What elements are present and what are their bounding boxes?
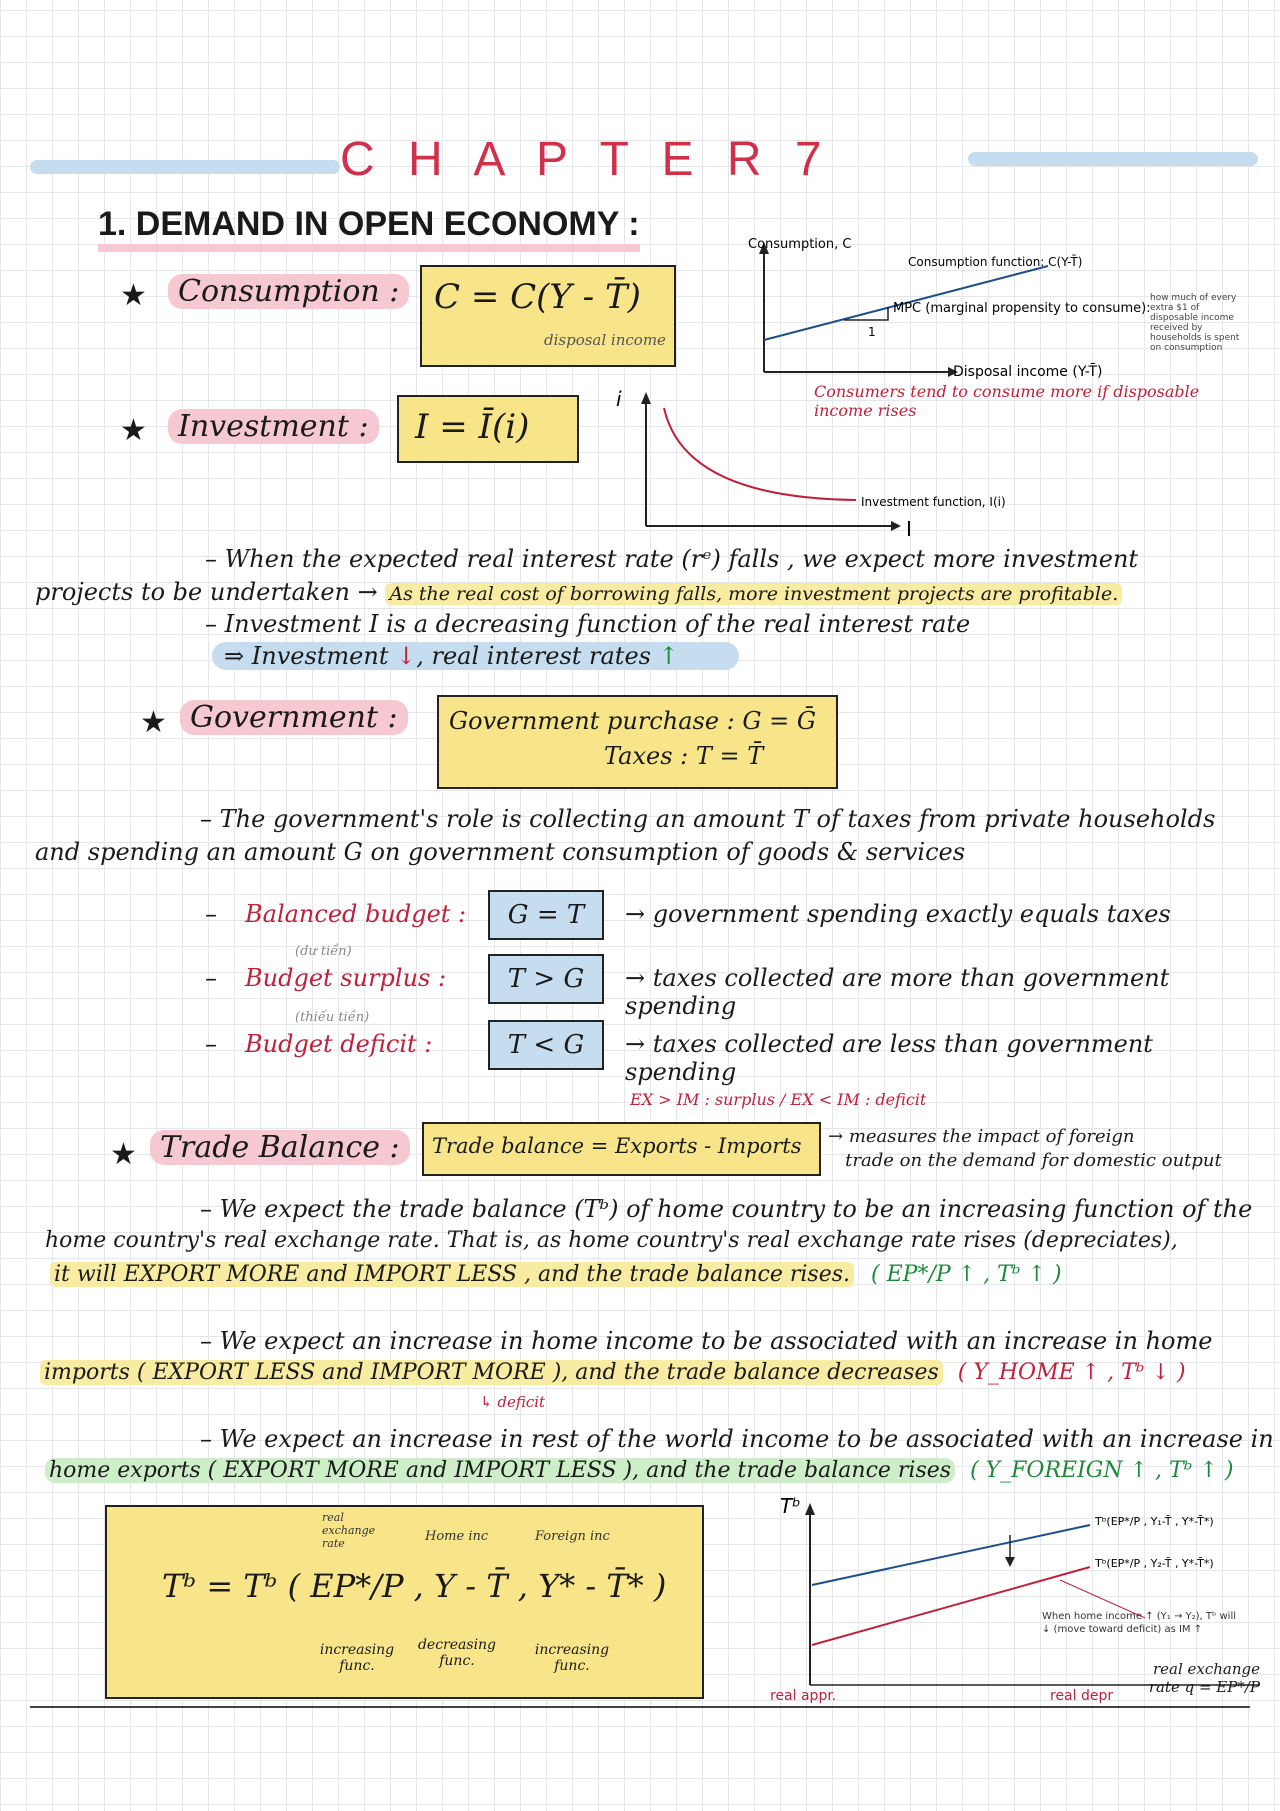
investment-note-2: – Investment I is a decreasing function of the real interest rate [205,610,971,638]
investment-conclusion: ⇒ Investment ↓, real interest rates ↑ [212,642,739,670]
trade-p2-b: imports ( EXPORT LESS and IMPORT MORE ), and the trade balance decreases ( Y_HOME ↑ , Tᵇ ↓ ) [40,1360,1186,1385]
investment-function-label: Investment function, I(i) [861,495,1006,509]
trade-p2-note: ↳ deficit [480,1393,546,1411]
trade-y-label: Tᵇ [780,1495,801,1518]
trade-p1-a: – We expect the trade balance (Tᵇ) of home country to be an increasing function of the [200,1195,1253,1223]
government-formula-line2: Taxes : T = T̄ [604,742,764,770]
trade-label-home: Home inc [425,1529,489,1544]
investment-note-1c: As the real cost of borrowing falls, more investment projects are profitable. [385,583,1122,605]
consumption-label: Consumption : [168,274,409,309]
trade-desc: → measures the impact of foreign trade on the demand for domestic output [828,1126,1222,1171]
investment-graph [606,388,1066,543]
trade-p1-c: it will EXPORT MORE and IMPORT LESS , and the trade balance rises. ( EP*/P ↑ , Tᵇ ↑ ) [50,1262,1062,1287]
trade-line-top [812,1525,1090,1585]
chapter-title: C H A P T E R 7 [340,133,832,186]
trade-p2-a: – We expect an increase in home income to be associated with an increase in home [200,1327,1213,1355]
budget-formula: T > G [488,954,604,1004]
budget-label: Budget deficit : [245,1030,433,1058]
investment-note-1b: projects to be undertaken → As the real cost of borrowing falls, more investment projects are profitable. [35,578,1122,606]
budget-row: (thiếu tiền) – Budget deficit : T < G → taxes collected are less than government spending [205,1018,1265,1078]
consumption-caption: Consumers tend to consume more if disposable income rises [814,382,1200,420]
trade-line-bottom-label: Tᵇ(EP*/P , Y₂-T̄ , Y*-T̄*) [1095,1557,1214,1570]
budget-desc: → taxes collected are less than government spending [625,1030,1153,1086]
real-depreciation-label: real depr [1050,1688,1114,1704]
investment-label: Investment : [168,409,379,444]
trade-formula-box [422,1122,821,1176]
budget-label: Balanced budget : [245,900,467,928]
trade-label: Trade Balance : [150,1130,410,1165]
star-icon: ★ [140,705,167,740]
budget-row: – Balanced budget : G = T → government spending exactly equals taxes [205,890,1265,945]
trade-p2-sym: ( Y_HOME ↑ , Tᵇ ↓ ) [957,1360,1186,1385]
government-label: Government : [180,700,408,735]
budget-sub: (thiếu tiền) [295,1010,370,1025]
investment-curve [664,408,856,500]
section-title: 1. DEMAND IN OPEN ECONOMY : [98,205,640,252]
investment-formula-box [397,395,579,463]
star-icon: ★ [110,1137,137,1172]
budget-desc: → taxes collected are more than government spending [625,964,1170,1020]
star-icon: ★ [120,413,147,448]
mpc-label: MPC (marginal propensity to consume): [893,301,1151,316]
trade-p1-b: home country's real exchange rate. That is, as home country's real exchange rate rises (depreciates), [45,1228,1178,1253]
star-icon: ★ [120,278,147,313]
investment-x-label: I [906,517,912,541]
consumption-formula-note: disposal income [544,331,666,349]
trade-label-rer: real exchange rate [322,1511,376,1550]
trade-label-increasing-1: increasing func. [319,1642,395,1674]
government-formula-line1: Government purchase : G = Ḡ [449,707,817,735]
trade-balance-formula-box [105,1505,704,1699]
budget-list [205,890,1265,1086]
trade-x-label: real exchange rate q = EP*/P [1148,1660,1260,1696]
budget-desc: → government spending exactly equals taxes [625,900,1171,928]
trade-p3-sym: ( Y_FOREIGN ↑ , Tᵇ ↑ ) [970,1458,1234,1483]
header-bar-right [968,152,1258,166]
trade-p1-sym: ( EP*/P ↑ , Tᵇ ↑ ) [871,1262,1062,1287]
trade-formula: Trade balance = Exports - Imports [432,1134,802,1158]
trade-p3-a: – We expect an increase in rest of the world income to be associated with an increase in [200,1425,1274,1453]
consumption-y-label: Consumption, C [748,237,852,252]
investment-note-1a: – When the expected real interest rate (rᵉ) falls , we expect more investment [205,545,1139,573]
budget-label: Budget surplus : [245,964,447,992]
trade-p3-b: home exports ( EXPORT MORE and IMPORT LESS ), and the trade balance rises ( Y_FOREIGN ↑ , Tᵇ ↑ ) [45,1458,1233,1483]
trade-line-top-label: Tᵇ(EP*/P , Y₁-T̄ , Y*-T̄*) [1095,1515,1214,1528]
real-appreciation-label: real appr. [770,1688,837,1704]
consumption-x-label: Disposal income (Y-T̄) [953,364,1103,380]
budget-formula: G = T [488,890,604,940]
budget-formula: T < G [488,1020,604,1070]
consumption-function-label: Consumption function: C(Y-T̄) [908,255,1083,269]
trade-label-increasing-2: increasing func. [534,1642,610,1674]
slope-unit: 1 [868,325,876,339]
header-bar-left [30,160,340,174]
ex-im-note: EX > IM : surplus / EX < IM : deficit [630,1090,927,1109]
trade-label-foreign: Foreign inc [535,1529,610,1544]
budget-row: (dư tiền) – Budget surplus : T > G → taxes collected are more than government spending [205,952,1265,1012]
consumption-formula: C = C(Y - T̄) [434,277,641,317]
trade-graph-note: When home income ↑ (Y₁ → Y₂), Tᵇ will ↓ (move toward deficit) as IM ↑ [1042,1611,1236,1635]
budget-sub: (dư tiền) [295,944,352,959]
mpc-note: how much of every extra $1 of disposable income received by households is spent on consumption [1150,293,1240,353]
government-formula-box [437,695,838,789]
trade-label-decreasing: decreasing func. [417,1637,497,1669]
investment-y-label: i [616,388,622,411]
government-role-b: and spending an amount G on government consumption of goods & services [35,838,966,866]
trade-balance-main-formula: Tᵇ = Tᵇ ( EP*/P , Y - T̄ , Y* - T̄* ) [162,1567,667,1605]
consumption-formula-box [420,265,676,367]
investment-formula: I = Ī(i) [415,407,530,447]
government-role-a: – The government's role is collecting an amount T of taxes from private households [200,805,1216,833]
bottom-rule [30,1706,1250,1708]
